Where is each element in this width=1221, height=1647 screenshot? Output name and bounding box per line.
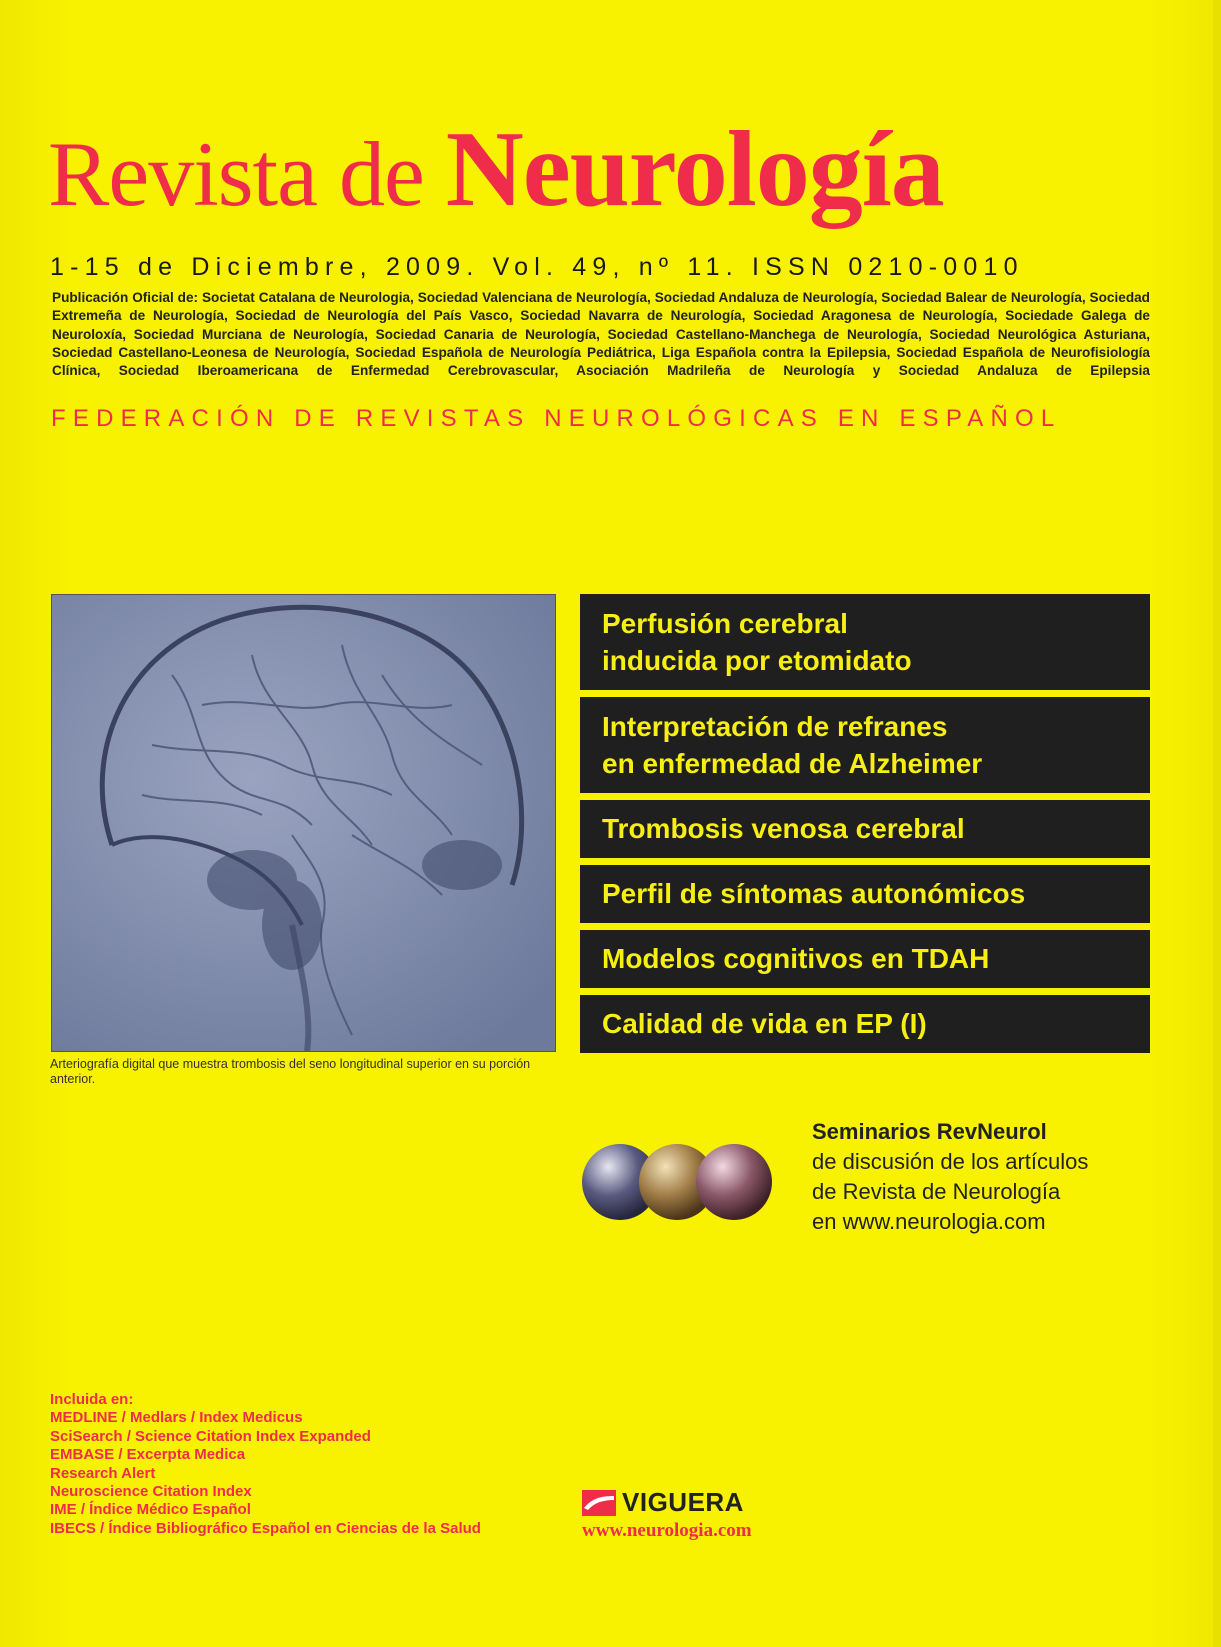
topic-list [580, 594, 1150, 1060]
arteriography-image [51, 594, 556, 1052]
topic-line: Trombosis venosa cerebral [602, 813, 965, 844]
federation-line: FEDERACIÓN DE REVISTAS NEUROLÓGICAS EN ESPAÑOL [51, 405, 1062, 432]
figure-caption: Arteriografía digital que muestra trombosis del seno longitudinal superior en su porción anterior. [50, 1057, 531, 1086]
topic-box [580, 865, 1150, 923]
indexing-item: Research Alert [50, 1464, 156, 1482]
arteriography-illustration [52, 595, 555, 1051]
topic-line: Calidad de vida en EP (I) [602, 1008, 927, 1039]
indexing-item: IBECS / Índice Bibliográfico Español en Ciencias de la Salud [50, 1519, 481, 1537]
seminar-orbs-icon [580, 1140, 780, 1229]
topic-line: en enfermedad de Alzheimer [602, 748, 983, 779]
seminar-heading: Seminarios RevNeurol [812, 1119, 1047, 1144]
seminar-line: de Revista de Neurología [812, 1179, 1061, 1204]
topic-box [580, 697, 1150, 793]
indexing-item: IME / Índice Médico Español [50, 1501, 251, 1519]
indexing-item: SciSearch / Science Citation Index Expanded [50, 1427, 371, 1445]
indexing-item: MEDLINE / Medlars / Index Medicus [50, 1409, 303, 1427]
topic-line: Perfil de síntomas autonómicos [602, 878, 1026, 909]
topic-box [580, 800, 1150, 858]
official-publication-text: Publicación Oficial de: Societat Catalana de Neurologia, Sociedad Valenciana de Neurología, Sociedad Andaluza de Neurología, Sociedad Balear de Neurología, Sociedad Extremeña de Neurología, Sociedad de Neurología del País Vasco, Sociedad Navarra de Neurología, Sociedad Aragonesa de Neurología, Sociedade Galega de Neuroloxía, Sociedad Murciana de Neurología, Sociedad Canaria de Neurología, Sociedad Castellano-Manchega de Neurología, Sociedad Neurológica Asturiana, Sociedad Castellano-Leonesa de Neurología, Sociedad Española de Neurología Pediátrica, Liga Española contra la Epilepsia, Sociedad Española de Neurofisiología Clínica, Sociedad Iberoamericana de Enfermedad Cerebrovascular, Asociación Madrileña de Neurología y Sociedad Andaluza de Epilepsia [52, 290, 1150, 379]
journal-title-part2: Neurología [445, 110, 944, 229]
cover-edge [1213, 0, 1221, 1647]
seminar-line: de discusión de los artículos [812, 1149, 1089, 1174]
indexing-item: EMBASE / Excerpta Medica [50, 1446, 246, 1464]
topic-line: inducida por etomidato [602, 645, 912, 676]
publisher-block [582, 1487, 752, 1542]
publisher-url[interactable]: www.neurologia.com [582, 1520, 752, 1541]
seminar-block [812, 1117, 1172, 1237]
topic-box [580, 594, 1150, 690]
journal-title-part1: Revista de [48, 123, 446, 225]
seminar-line: en www.neurologia.com [812, 1209, 1046, 1234]
indexing-heading: Incluida en: [50, 1391, 134, 1408]
indexing-item: Neuroscience Citation Index [50, 1483, 252, 1501]
publisher-name: VIGUERA [622, 1487, 744, 1517]
topic-box [580, 995, 1150, 1053]
issue-line: 1-15 de Diciembre, 2009. Vol. 49, nº 11. ISSN 0210-0010 [50, 253, 1024, 281]
indexing-list [50, 1391, 610, 1538]
topic-line: Interpretación de refranes [602, 711, 948, 742]
viguera-logo-icon [582, 1490, 616, 1516]
topic-line: Perfusión cerebral [602, 608, 848, 639]
topic-box [580, 930, 1150, 988]
orb [696, 1144, 772, 1220]
topic-line: Modelos cognitivos en TDAH [602, 943, 990, 974]
journal-title [48, 108, 1168, 232]
